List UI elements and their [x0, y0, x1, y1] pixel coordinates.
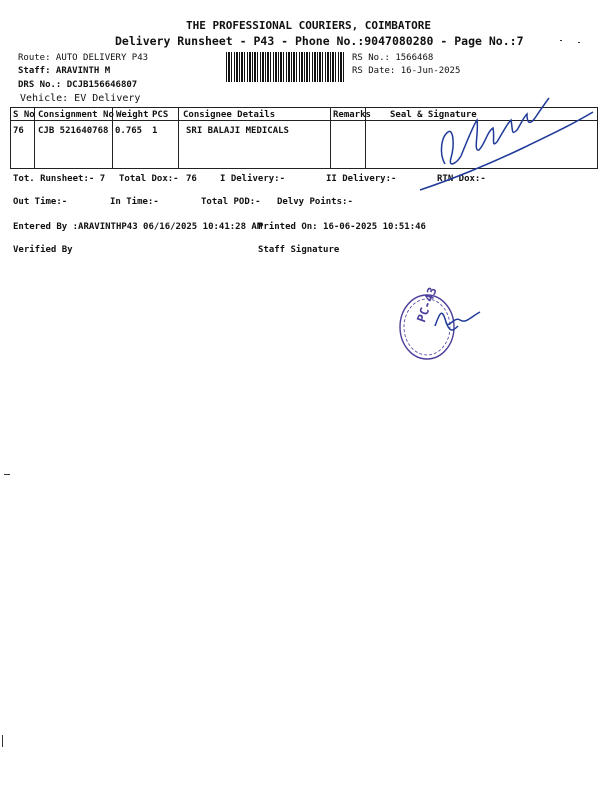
- round-stamp: [380, 282, 500, 372]
- drs-number: DRS No.: DCJB156646807: [18, 80, 138, 90]
- tot-runsheet: Tot. Runsheet:- 7: [13, 174, 106, 184]
- scan-speck: [560, 40, 562, 41]
- row-pcs: 1: [152, 126, 158, 136]
- handwritten-signature: [415, 92, 595, 202]
- row-consignee: SRI BALAJI MEDICALS: [186, 126, 289, 136]
- col-header-consignee: Consignee Details: [183, 110, 276, 120]
- row-weight: 0.765: [115, 126, 143, 136]
- col-header-consignment: Consignment No: [38, 110, 114, 120]
- col-header-sno: S No: [13, 110, 35, 120]
- i-delivery: I Delivery:-: [220, 174, 286, 184]
- barcode-image: [226, 52, 344, 82]
- scan-speck: [578, 42, 580, 43]
- company-title: THE PROFESSIONAL COURIERS, COIMBATORE: [186, 19, 432, 32]
- staff-text: Staff: ARAVINTH M: [18, 66, 111, 76]
- stamp-text: PC-43: [414, 285, 440, 325]
- col-header-weight: Weight: [116, 110, 149, 120]
- table-col-divider: [597, 107, 598, 168]
- row-sno: 76: [13, 126, 24, 136]
- row-consignment-no: CJB 521640768: [38, 126, 109, 136]
- total-dox-value: 76: [186, 174, 197, 184]
- rs-number: RS No.: 1566468: [352, 53, 434, 63]
- table-col-divider: [330, 107, 331, 168]
- staff-signature-label: Staff Signature: [258, 245, 340, 255]
- table-col-divider: [10, 107, 11, 168]
- col-header-remarks: Remarks: [333, 110, 371, 120]
- vehicle-text: Vehicle: EV Delivery: [20, 93, 141, 104]
- ii-delivery: II Delivery:-: [326, 174, 397, 184]
- total-dox-label: Total Dox:-: [119, 174, 179, 184]
- route-text: Route: AUTO DELIVERY P43: [18, 53, 149, 63]
- printed-on: Printed On: 16-06-2025 10:51:46: [258, 222, 426, 232]
- in-time: In Time:-: [110, 197, 159, 207]
- col-header-seal-signature: Seal & Signature: [390, 110, 477, 120]
- rs-date: RS Date: 16-Jun-2025: [352, 66, 461, 76]
- verified-by: Verified By: [13, 245, 73, 255]
- runsheet-subtitle: Delivery Runsheet - P43 - Phone No.:9047080280 - Page No.:7: [115, 34, 524, 48]
- delvy-points: Delvy Points:-: [277, 197, 353, 207]
- scan-speck: [4, 474, 10, 475]
- table-col-divider: [178, 107, 179, 168]
- col-header-pcs: PCS: [152, 110, 169, 120]
- scan-speck: [2, 735, 3, 747]
- rtn-dox: RTN Dox:-: [437, 174, 486, 184]
- total-pod: Total POD:-: [201, 197, 261, 207]
- out-time: Out Time:-: [13, 197, 68, 207]
- entered-by: Entered By :ARAVINTHP43 06/16/2025 10:41:28 AM: [13, 222, 263, 232]
